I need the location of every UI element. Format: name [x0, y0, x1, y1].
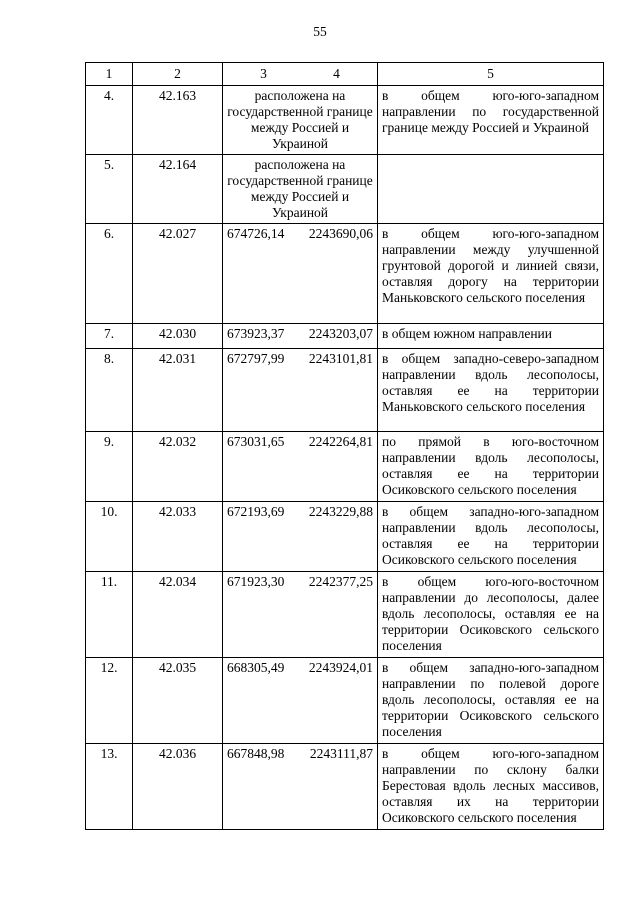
boundary-direction: в общем юго-юго-западном направлении по склону балки Берестовая вдоль лесных массивов, оставляя их на территории Осиковского сельского поселения	[378, 744, 604, 830]
table-row	[86, 224, 604, 324]
boundary-direction: в общем юго-юго-западном направлении между улучшенной грунтовой дорогой и линией связи, оставляя дорогу на территории Маньковского сельского поселения	[378, 224, 604, 324]
boundary-direction: по прямой в юго-восточном направлении вдоль лесополосы, оставляя ее на территории Осиковского сельского поселения	[378, 432, 604, 502]
coordinate-y: 2243101,81	[308, 351, 373, 366]
coordinate-x: 673923,37	[227, 326, 285, 341]
header-col-3-4	[223, 63, 378, 86]
point-number: 42.027	[133, 224, 223, 324]
coordinate-x: 671923,30	[227, 574, 285, 589]
header-col-3: 3	[260, 66, 267, 81]
header-col-2: 2	[133, 63, 223, 86]
point-number: 42.032	[133, 432, 223, 502]
coordinate-x: 667848,98	[227, 746, 285, 761]
header-col-4: 4	[333, 66, 340, 81]
row-number: 13.	[86, 744, 133, 830]
coordinate-x: 668305,49	[227, 660, 285, 675]
boundary-direction: в общем юго-юго-восточном направлении до лесополосы, далее вдоль лесополосы, оставляя ее на территории Осиковского сельского поселения	[378, 572, 604, 658]
point-number: 42.034	[133, 572, 223, 658]
coordinate-x: 673031,65	[227, 434, 285, 449]
table-row	[86, 86, 604, 155]
row-number: 5.	[86, 155, 133, 224]
coordinates	[223, 224, 378, 324]
row-number: 8.	[86, 349, 133, 432]
table-row	[86, 502, 604, 572]
row-number: 10.	[86, 502, 133, 572]
row-number: 11.	[86, 572, 133, 658]
boundary-table	[85, 62, 604, 830]
coordinate-y: 2243229,88	[308, 504, 373, 519]
header-col-5: 5	[378, 63, 604, 86]
point-number: 42.164	[133, 155, 223, 224]
table-row	[86, 432, 604, 502]
table-row	[86, 349, 604, 432]
point-number: 42.031	[133, 349, 223, 432]
row-number: 4.	[86, 86, 133, 155]
row-number: 6.	[86, 224, 133, 324]
boundary-direction: в общем западно-юго-западном направлении по полевой дороге вдоль лесополосы, оставляя ее на территории Осиковского сельского поселения	[378, 658, 604, 744]
coordinate-y: 2243111,87	[309, 746, 373, 761]
coordinate-x: 672193,69	[227, 504, 285, 519]
table-row	[86, 324, 604, 349]
coordinate-x: 674726,14	[227, 226, 285, 241]
page-number: 55	[313, 24, 327, 39]
point-location: расположена на государственной границе между Россией и Украиной	[223, 86, 378, 155]
coordinate-y: 2243203,07	[308, 326, 373, 341]
coordinate-y: 2242377,25	[308, 574, 373, 589]
coordinates	[223, 502, 378, 572]
point-number: 42.163	[133, 86, 223, 155]
boundary-direction: в общем западно-северо-западном направлении вдоль лесополосы, оставляя ее на территории Маньковского сельского поселения	[378, 349, 604, 432]
table-row	[86, 572, 604, 658]
row-number: 7.	[86, 324, 133, 349]
table-row	[86, 658, 604, 744]
coordinates	[223, 432, 378, 502]
header-col-1: 1	[86, 63, 133, 86]
boundary-direction: в общем западно-юго-западном направлении вдоль лесополосы, оставляя ее на территории Осиковского сельского поселения	[378, 502, 604, 572]
coordinate-x: 672797,99	[227, 351, 285, 366]
table-header-row	[86, 63, 604, 86]
coordinates	[223, 744, 378, 830]
coordinates	[223, 658, 378, 744]
table-row	[86, 155, 604, 224]
coordinates	[223, 324, 378, 349]
point-location: расположена на государственной границе между Россией и Украиной	[223, 155, 378, 224]
boundary-direction: в общем южном направлении	[378, 324, 604, 349]
row-number: 9.	[86, 432, 133, 502]
coordinate-y: 2242264,81	[308, 434, 373, 449]
point-number: 42.035	[133, 658, 223, 744]
row-number: 12.	[86, 658, 133, 744]
boundary-direction	[378, 155, 604, 224]
coordinates	[223, 349, 378, 432]
coordinate-y: 2243924,01	[308, 660, 373, 675]
boundary-direction: в общем юго-юго-западном направлении по государственной границе между Россией и Украиной	[378, 86, 604, 155]
point-number: 42.030	[133, 324, 223, 349]
point-number: 42.033	[133, 502, 223, 572]
coordinates	[223, 572, 378, 658]
table-row	[86, 744, 604, 830]
coordinate-y: 2243690,06	[308, 226, 373, 241]
point-number: 42.036	[133, 744, 223, 830]
